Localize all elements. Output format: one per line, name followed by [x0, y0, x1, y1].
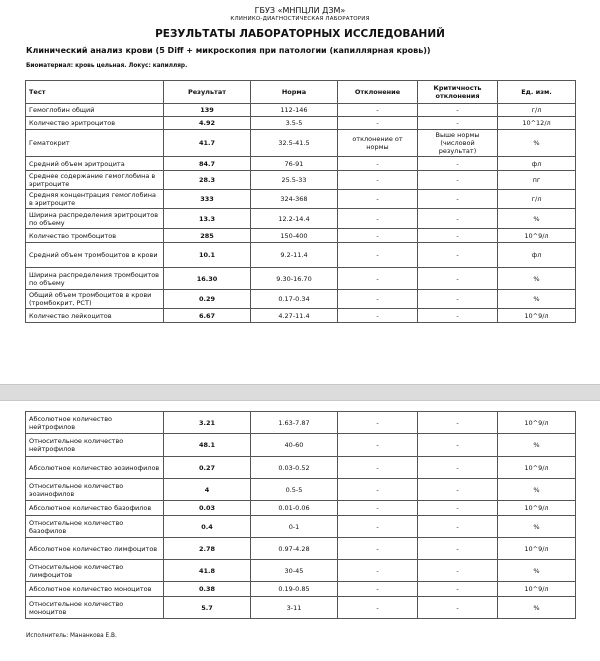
cell-critical: -	[418, 434, 498, 457]
cell-critical: -	[418, 538, 498, 560]
cell-result: 139	[164, 104, 251, 117]
cell-critical: -	[418, 104, 498, 117]
cell-critical: Выше нормы (числовой результат)	[418, 130, 498, 157]
cell-result: 4.92	[164, 117, 251, 130]
cell-deviation: -	[338, 538, 418, 560]
cell-norm: 1.63-7.87	[251, 412, 338, 434]
cell-critical: -	[418, 190, 498, 209]
table-row	[26, 190, 576, 209]
col-header-result: Результат	[164, 81, 251, 104]
cell-result: 10.1	[164, 243, 251, 268]
cell-test: Относительное количество эозинофилов	[26, 479, 164, 501]
table-row	[26, 582, 576, 597]
cell-result: 0.4	[164, 516, 251, 538]
table-row	[26, 130, 576, 157]
table-row	[26, 268, 576, 290]
cell-unit: %	[498, 434, 576, 457]
cell-critical: -	[418, 501, 498, 516]
cell-test: Ширина распределения эритроцитов по объему	[26, 209, 164, 229]
cell-critical: -	[418, 582, 498, 597]
cell-norm: 150-400	[251, 229, 338, 243]
org-subtitle: КЛИНИКО-ДИАГНОСТИЧЕСКАЯ ЛАБОРАТОРИЯ	[230, 16, 370, 22]
cell-norm: 76-91	[251, 157, 338, 171]
cell-unit: %	[498, 479, 576, 501]
cell-result: 285	[164, 229, 251, 243]
cell-deviation: -	[338, 171, 418, 190]
cell-deviation: -	[338, 290, 418, 309]
cell-test: Средний объем эритроцита	[26, 157, 164, 171]
cell-norm: 324-368	[251, 190, 338, 209]
cell-unit: 10^9/л	[498, 501, 576, 516]
cell-test: Относительное количество нейтрофилов	[26, 434, 164, 457]
biomaterial-info: Биоматериал: кровь цельная. Локус: капилляр.	[26, 63, 188, 69]
cell-test: Среднее содержание гемоглобина в эритроците	[26, 171, 164, 190]
table-row	[26, 229, 576, 243]
cell-critical: -	[418, 309, 498, 323]
cell-unit: 10^9/л	[498, 412, 576, 434]
cell-result: 0.38	[164, 582, 251, 597]
cell-unit: %	[498, 560, 576, 582]
table-row	[26, 479, 576, 501]
cell-result: 2.78	[164, 538, 251, 560]
cell-deviation: -	[338, 597, 418, 619]
cell-result: 3.21	[164, 412, 251, 434]
cell-test: Средняя концентрация гемоглобина в эритроците	[26, 190, 164, 209]
cell-unit: 10^9/л	[498, 582, 576, 597]
cell-deviation: -	[338, 190, 418, 209]
cell-unit: фл	[498, 243, 576, 268]
cell-result: 13.3	[164, 209, 251, 229]
results-table-page-1	[25, 80, 576, 323]
cell-result: 41.7	[164, 130, 251, 157]
cell-deviation: -	[338, 309, 418, 323]
table-row	[26, 538, 576, 560]
cell-critical: -	[418, 479, 498, 501]
cell-critical: -	[418, 516, 498, 538]
cell-norm: 0-1	[251, 516, 338, 538]
cell-test: Гемоглобин общий	[26, 104, 164, 117]
cell-test: Относительное количество базофилов	[26, 516, 164, 538]
cell-critical: -	[418, 268, 498, 290]
cell-test: Относительное количество лимфоцитов	[26, 560, 164, 582]
cell-unit: %	[498, 130, 576, 157]
cell-unit: %	[498, 516, 576, 538]
cell-result: 16.30	[164, 268, 251, 290]
cell-result: 0.29	[164, 290, 251, 309]
cell-test: Относительное количество моноцитов	[26, 597, 164, 619]
cell-unit: г/л	[498, 104, 576, 117]
table-row	[26, 117, 576, 130]
cell-critical: -	[418, 171, 498, 190]
table-row	[26, 597, 576, 619]
cell-test: Абсолютное количество нейтрофилов	[26, 412, 164, 434]
cell-critical: -	[418, 597, 498, 619]
cell-norm: 9.2-11.4	[251, 243, 338, 268]
cell-deviation: -	[338, 157, 418, 171]
cell-norm: 25.5-33	[251, 171, 338, 190]
cell-result: 48.1	[164, 434, 251, 457]
cell-result: 0.27	[164, 457, 251, 479]
cell-deviation: -	[338, 229, 418, 243]
table-row	[26, 104, 576, 117]
cell-result: 41.8	[164, 560, 251, 582]
executor-signature: Исполнитель: Мананкова Е.В.	[26, 633, 117, 639]
cell-unit: %	[498, 209, 576, 229]
cell-test: Абсолютное количество моноцитов	[26, 582, 164, 597]
cell-norm: 9.30-16.70	[251, 268, 338, 290]
cell-critical: -	[418, 560, 498, 582]
cell-test: Средний объем тромбоцитов в крови	[26, 243, 164, 268]
cell-norm: 0.5-5	[251, 479, 338, 501]
cell-critical: -	[418, 290, 498, 309]
cell-result: 5.7	[164, 597, 251, 619]
cell-deviation: -	[338, 457, 418, 479]
cell-norm: 0.03-0.52	[251, 457, 338, 479]
table-row	[26, 209, 576, 229]
cell-deviation: -	[338, 104, 418, 117]
table-row	[26, 516, 576, 538]
cell-critical: -	[418, 243, 498, 268]
cell-test: Гематокрит	[26, 130, 164, 157]
col-header-unit: Ед. изм.	[498, 81, 576, 104]
cell-norm: 4.27-11.4	[251, 309, 338, 323]
cell-deviation: -	[338, 516, 418, 538]
cell-norm: 40-60	[251, 434, 338, 457]
table-header-row	[26, 81, 576, 104]
cell-norm: 0.97-4.28	[251, 538, 338, 560]
cell-unit: пг	[498, 171, 576, 190]
table-row	[26, 412, 576, 434]
cell-result: 6.67	[164, 309, 251, 323]
cell-critical: -	[418, 229, 498, 243]
cell-deviation: -	[338, 434, 418, 457]
cell-norm: 12.2-14.4	[251, 209, 338, 229]
results-table-page-2	[25, 411, 576, 619]
cell-unit: %	[498, 597, 576, 619]
cell-unit: %	[498, 268, 576, 290]
cell-critical: -	[418, 412, 498, 434]
cell-deviation: -	[338, 209, 418, 229]
cell-test: Количество тромбоцитов	[26, 229, 164, 243]
cell-result: 0.03	[164, 501, 251, 516]
cell-norm: 32.5-41.5	[251, 130, 338, 157]
cell-deviation: -	[338, 412, 418, 434]
cell-unit: 10^9/л	[498, 309, 576, 323]
cell-test: Ширина распределения тромбоцитов по объему	[26, 268, 164, 290]
cell-norm: 3-11	[251, 597, 338, 619]
col-header-critical: Критичность отклонения	[418, 81, 498, 104]
cell-unit: 10^9/л	[498, 457, 576, 479]
cell-unit: 10^12/л	[498, 117, 576, 130]
table-row	[26, 290, 576, 309]
table-row	[26, 309, 576, 323]
cell-norm: 0.17-0.34	[251, 290, 338, 309]
table-row	[26, 171, 576, 190]
table-row	[26, 243, 576, 268]
cell-deviation: -	[338, 268, 418, 290]
cell-critical: -	[418, 209, 498, 229]
cell-norm: 3.5-5	[251, 117, 338, 130]
cell-deviation: -	[338, 501, 418, 516]
cell-test: Абсолютное количество базофилов	[26, 501, 164, 516]
cell-unit: %	[498, 290, 576, 309]
cell-test: Количество лейкоцитов	[26, 309, 164, 323]
cell-deviation: -	[338, 117, 418, 130]
cell-result: 28.3	[164, 171, 251, 190]
table-row	[26, 501, 576, 516]
cell-deviation: -	[338, 560, 418, 582]
cell-unit: фл	[498, 157, 576, 171]
cell-deviation: отклонение от нормы	[338, 130, 418, 157]
col-header-deviation: Отклонение	[338, 81, 418, 104]
cell-test: Абсолютное количество лимфоцитов	[26, 538, 164, 560]
cell-test: Абсолютное количество эозинофилов	[26, 457, 164, 479]
cell-deviation: -	[338, 243, 418, 268]
document-title: РЕЗУЛЬТАТЫ ЛАБОРАТОРНЫХ ИССЛЕДОВАНИЙ	[155, 28, 445, 40]
cell-norm: 112-146	[251, 104, 338, 117]
table-row	[26, 560, 576, 582]
cell-unit: г/л	[498, 190, 576, 209]
table-row	[26, 434, 576, 457]
cell-unit: 10^9/л	[498, 229, 576, 243]
cell-critical: -	[418, 457, 498, 479]
cell-norm: 0.01-0.06	[251, 501, 338, 516]
cell-result: 333	[164, 190, 251, 209]
table-row	[26, 157, 576, 171]
cell-deviation: -	[338, 582, 418, 597]
cell-test: Количество эритроцитов	[26, 117, 164, 130]
analysis-subtitle: Клинический анализ крови (5 Diff + микроскопия при патологии (капиллярная кровь))	[26, 46, 431, 55]
col-header-test: Тест	[26, 81, 164, 104]
col-header-norm: Норма	[251, 81, 338, 104]
table-row	[26, 457, 576, 479]
cell-norm: 0.19-0.85	[251, 582, 338, 597]
cell-unit: 10^9/л	[498, 538, 576, 560]
cell-result: 4	[164, 479, 251, 501]
cell-critical: -	[418, 157, 498, 171]
cell-result: 84.7	[164, 157, 251, 171]
cell-deviation: -	[338, 479, 418, 501]
cell-critical: -	[418, 117, 498, 130]
org-name: ГБУЗ «МНПЦЛИ ДЗМ»	[254, 6, 346, 15]
cell-norm: 30-45	[251, 560, 338, 582]
cell-test: Общий объем тромбоцитов в крови (тромбокрит, PCT)	[26, 290, 164, 309]
